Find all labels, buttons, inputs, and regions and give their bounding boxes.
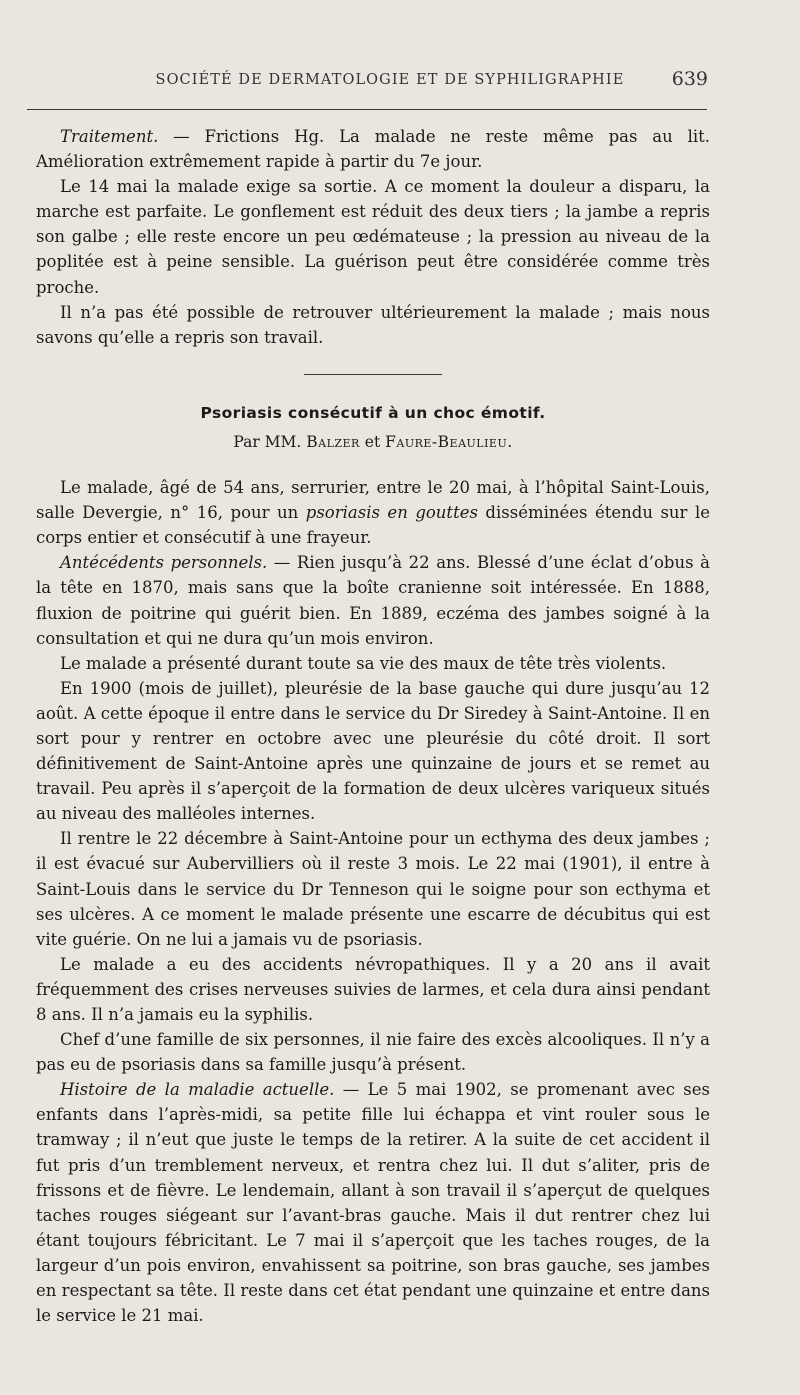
paragraph-histoire [36, 1077, 710, 1328]
page-number: 639 [671, 68, 708, 90]
paragraph-famille: Chef d’une famille de six personnes, il nie faire des excès alcooliques. Il n’y a pas eu de psoriasis dans sa famille jusqu’à présent. [36, 1030, 710, 1075]
admission-text-a: Le malade, âgé de 54 ans, serrurier, entre le 20 mai, à l’hôpital Saint-Louis, salle Devergie, n° 16, pour un [36, 478, 710, 523]
header-rule [27, 109, 707, 110]
traitement-label: Traitement. [60, 127, 159, 146]
paragraph-ecthyma: Il rentre le 22 décembre à Saint-Antoine pour un ecthyma des deux jambes ; il est évacué sur Aubervilliers où il reste 3 mois. Le 22 mai (1901), il entre à Saint-Louis dans le service du Dr Tenneson qui le soigne pour son ecthyma et ses ulcères. A ce moment le malade présente une escarre de décubitus qui est vite guérie. On ne lui a jamais vu de psoriasis. [36, 829, 710, 949]
author-balzer: Balzer [306, 432, 360, 451]
histoire-label: Histoire de la maladie actuelle. [60, 1080, 335, 1100]
paragraph-travail: Il n’a pas été possible de retrouver ultérieurement la malade ; mais nous savons qu’elle a repris son travail. [36, 302, 710, 347]
histoire-text: — Le 5 mai 1902, se promenant avec ses enfants dans l’après-midi, sa petite fille lui échappa et vint rouler sous le tramway ; il n’eut que juste le temps de la retirer. A la suite de cet accident il fut pris d’un tremblement nerveux, et rentra chez lui. Il dut s’aliter, pris de frissons et de fièvre. Le lendemain, allant à son travail il s’aperçut de quelques taches rouges siégeant sur l’avant-bras gauche. Mais il dut rentrer chez lui étant toujours fébricitant. Le 7 mai il s’aperçoit que les taches rouges, de la largeur d’un pois environ, envahissent sa poitrine, son bras gauche, ses jambes en respectant sa tête. Il reste dans cet état pendant une quinzaine et entre dans le service le 21 mai. [36, 1080, 710, 1326]
section-separator [304, 374, 442, 375]
authors-join: et [359, 432, 386, 451]
paragraph-admission [36, 475, 710, 550]
antecedents-text: — Rien jusqu’à 22 ans. Blessé d’une éclat d’obus à la tête en 1870, mais sans que la boîte cranienne soit intéressée. En 1888, fluxion de poitrine qui guérit bien. En 1889, eczéma des jambes soigné à la consultation et qui ne dura qu’un mois environ. [36, 553, 710, 648]
paragraph-antecedents [36, 550, 710, 650]
paragraph-pleuresie: En 1900 (mois de juillet), pleurésie de la base gauche qui dure jusqu’au 12 août. A cette époque il entre dans le service du Dr Siredey à Saint-Antoine. Il en sort pour y rentrer en octobre avec une pleurésie du côté droit. Il sort définitivement de Saint-Antoine après une quinzaine de jours et se remet au travail. Peu après il s’aperçoit de la formation de deux ulcères variqueux situés au niveau des malléoles internes. [36, 678, 710, 824]
paragraph-maux-de-tete: Le malade a présenté durant toute sa vie des maux de tête très violents. [60, 653, 667, 673]
running-head [40, 64, 708, 104]
admission-text-b: disséminées étendu sur le corps entier et consécutif à une frayeur. [36, 503, 710, 548]
article-title: Psoriasis consécutif à un choc émotif. [200, 403, 546, 422]
running-title: SOCIÉTÉ DE DERMATOLOGIE ET DE SYPHILIGRAPHIE [155, 72, 625, 88]
author-faure-beaulieu: Faure-Beaulieu. [385, 432, 513, 451]
paragraph-traitement [36, 124, 710, 174]
article-authors [36, 430, 710, 455]
admission-diagnosis: psoriasis en gouttes [305, 503, 478, 523]
paragraph-nevropathie: Le malade a eu des accidents névropathiques. Il y a 20 ans il avait fréquemment des crises nerveuses suivies de larmes, et cela dura ainsi pendant 8 ans. Il n’a jamais eu la syphilis. [36, 954, 710, 1024]
paragraph-sortie: Le 14 mai la malade exige sa sortie. A ce moment la douleur a disparu, la marche est parfaite. Le gonflement est réduit des deux tiers ; la jambe a repris son galbe ; elle reste encore un peu œdémateuse ; la pression au niveau de la poplitée est à peine sensible. La guérison peut être considérée comme très proche. [36, 177, 710, 297]
traitement-text: — Frictions Hg. La malade ne reste même pas au lit. Amélioration extrêmement rapide à partir du 7e jour. [36, 127, 710, 172]
antecedents-label: Antécédents personnels. [60, 553, 268, 573]
page-body [36, 124, 710, 1328]
authors-prefix: Par MM. [233, 432, 307, 451]
